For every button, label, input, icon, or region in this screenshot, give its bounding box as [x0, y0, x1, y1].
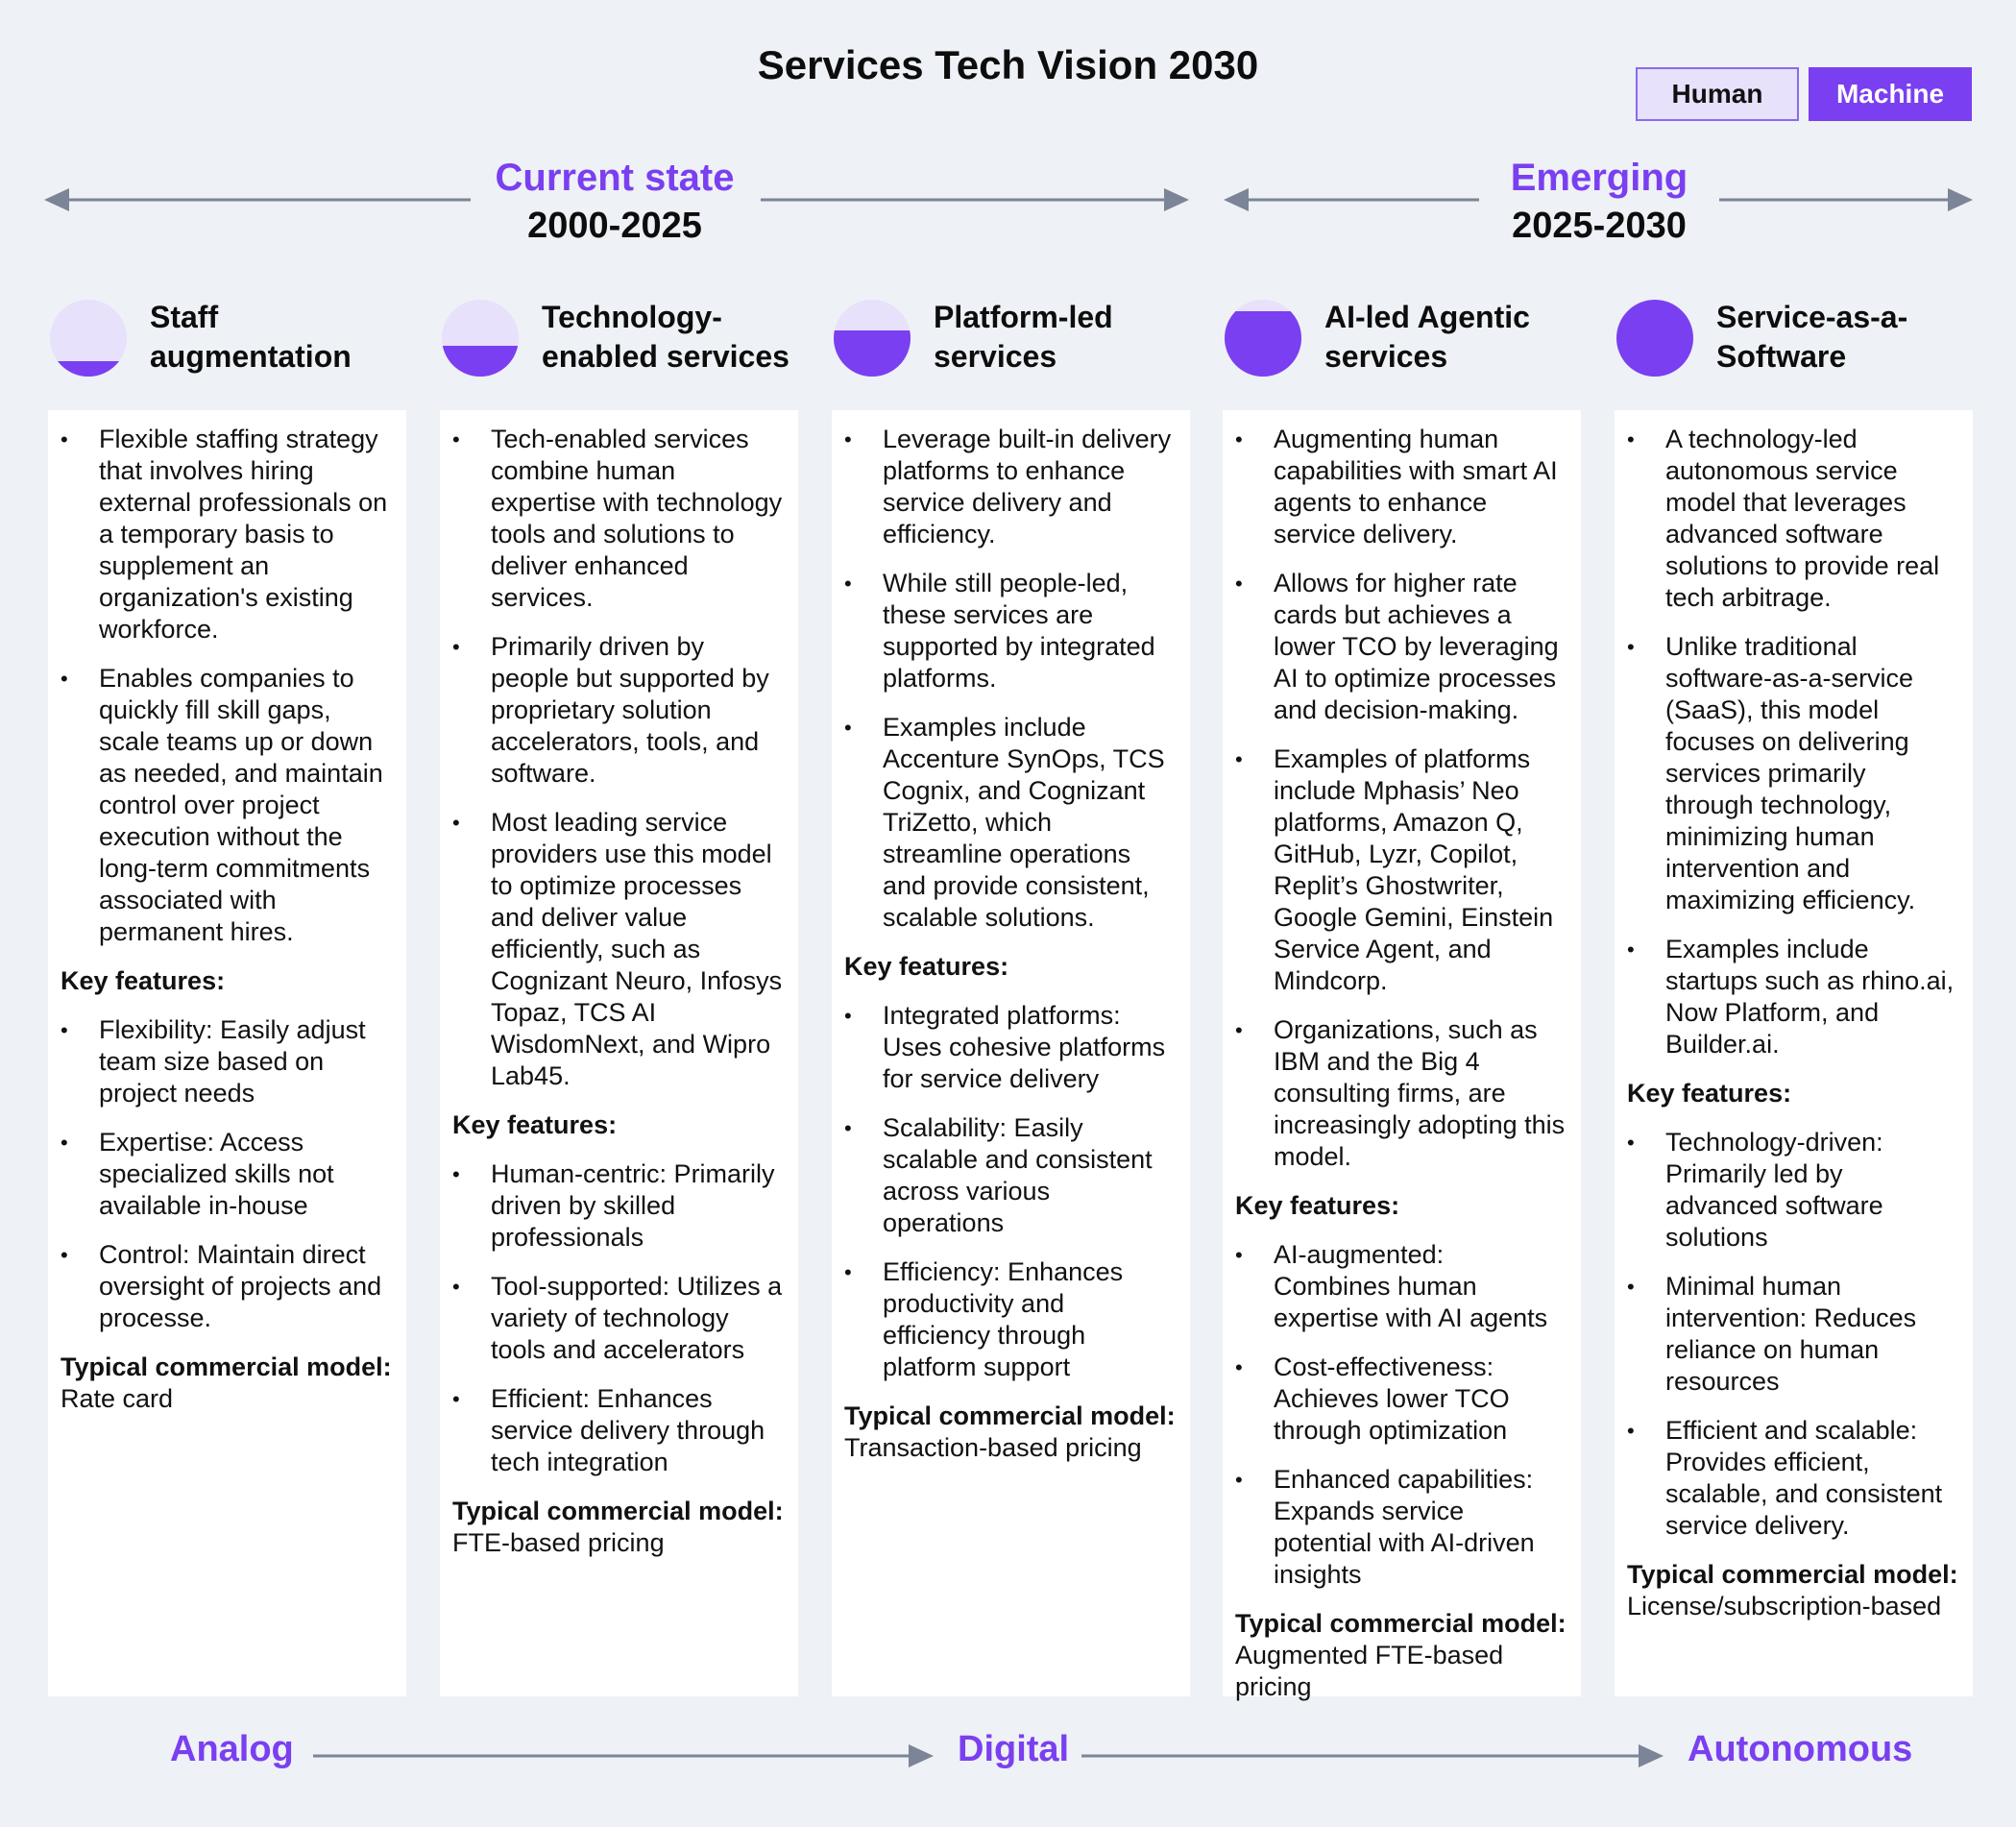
- commercial-model-value: FTE-based pricing: [452, 1528, 665, 1557]
- human-machine-gauge-icon: [48, 298, 129, 378]
- feature-item: • Efficient: Enhances service delivery through tech integration: [452, 1383, 785, 1478]
- list-item: • Tech-enabled services combine human expertise with technology tools and solutions to deliver enhanced services.: [452, 424, 785, 614]
- commercial-model-value: Augmented FTE-based pricing: [1235, 1641, 1504, 1701]
- feature-item: • AI-augmented: Combines human expertise with AI agents: [1235, 1239, 1567, 1334]
- legend-machine: Machine: [1809, 67, 1972, 121]
- feature-item: • Scalability: Easily scalable and consistent across various operations: [844, 1112, 1177, 1239]
- human-machine-gauge-icon: [1615, 298, 1695, 378]
- stage-analog: Analog: [170, 1729, 294, 1769]
- human-machine-gauge-icon: [832, 298, 912, 378]
- card-platform-led-services: [832, 410, 1190, 1696]
- list-item: • Augmenting human capabilities with smart AI agents to enhance service delivery.: [1235, 424, 1567, 550]
- commercial-model-label: Typical commercial model:: [1627, 1560, 1958, 1589]
- feature-item: • Enhanced capabilities: Expands service potential with AI-driven insights: [1235, 1464, 1567, 1591]
- feature-item: • Control: Maintain direct oversight of projects and processe.: [61, 1239, 393, 1334]
- list-item: • Most leading service providers use this model to optimize processes and deliver value efficiently, such as Cognizant Neuro, Infosys Topaz, TCS AI WisdomNext, and Wipro Lab45.: [452, 807, 785, 1092]
- list-item: • Flexible staffing strategy that involves hiring external professionals on a temporary basis to supplement an organization's existing workforce.: [61, 424, 393, 646]
- feature-item: • Tool-supported: Utilizes a variety of technology tools and accelerators: [452, 1271, 785, 1366]
- era-current: [471, 154, 759, 250]
- key-features-label: Key features:: [844, 952, 1009, 981]
- feature-item: • Integrated platforms: Uses cohesive platforms for service delivery: [844, 1000, 1177, 1095]
- stage-arrow-digital-autonomous: [1081, 1739, 1667, 1773]
- list-item: • Enables companies to quickly fill skill gaps, scale teams up or down as needed, and maintain control over project execution without the long-term commitments associated with permanent hires.: [61, 663, 393, 948]
- feature-item: • Cost-effectiveness: Achieves lower TCO through optimization: [1235, 1352, 1567, 1447]
- feature-item: • Efficient and scalable: Provides efficient, scalable, and consistent service delivery.: [1627, 1415, 1959, 1542]
- column-header-ai-led-agentic-services: [1223, 298, 1581, 384]
- stage-arrow-analog-digital: [313, 1739, 937, 1773]
- list-item: • Organizations, such as IBM and the Big 4 consulting firms, are increasingly adopting this model.: [1235, 1014, 1567, 1173]
- era-emerging: [1479, 154, 1719, 250]
- column-header-technology-enabled-services: [440, 298, 798, 384]
- commercial-model-value: Rate card: [61, 1384, 174, 1413]
- column-title: Staff augmentation: [150, 300, 352, 374]
- commercial-model-label: Typical commercial model:: [61, 1352, 392, 1381]
- human-machine-gauge-icon: [440, 298, 521, 378]
- page-title: Services Tech Vision 2030: [757, 42, 1259, 87]
- card-ai-led-agentic-services: [1223, 410, 1581, 1701]
- list-item: • Primarily driven by people but supported by proprietary solution accelerators, tools, and software.: [452, 631, 785, 790]
- column-title: Technology- enabled services: [542, 300, 789, 374]
- stage-autonomous: Autonomous: [1688, 1729, 1913, 1769]
- feature-item: • Expertise: Access specialized skills not available in-house: [61, 1127, 393, 1222]
- era-emerging-years: 2025-2030: [1512, 206, 1687, 246]
- column-header-service-as-a-software: [1615, 298, 1973, 384]
- list-item: • Unlike traditional software-as-a-service (SaaS), this model focuses on delivering services primarily through technology, minimizing human intervention and maximizing efficiency.: [1627, 631, 1959, 916]
- stage-digital: Digital: [958, 1729, 1070, 1769]
- card-service-as-a-software: [1615, 410, 1973, 1696]
- column-title: Platform-led services: [934, 300, 1113, 374]
- list-item: • A technology-led autonomous service model that leverages advanced software solutions to provide real tech arbitrage.: [1627, 424, 1959, 614]
- column-title: Service-as-a- Software: [1716, 300, 1908, 374]
- list-item: • Allows for higher rate cards but achieves a lower TCO by leveraging AI to optimize processes and decision-making.: [1235, 568, 1567, 726]
- human-machine-gauge-icon: [1223, 298, 1303, 378]
- feature-item: • Minimal human intervention: Reduces reliance on human resources: [1627, 1271, 1959, 1398]
- legend-human: Human: [1636, 67, 1799, 121]
- list-item: • Leverage built-in delivery platforms to enhance service delivery and efficiency.: [844, 424, 1177, 550]
- feature-item: • Technology-driven: Primarily led by advanced software solutions: [1627, 1127, 1959, 1254]
- list-item: • While still people-led, these services are supported by integrated platforms.: [844, 568, 1177, 694]
- era-emerging-name: Emerging: [1510, 157, 1688, 199]
- list-item: • Examples include startups such as rhino.ai, Now Platform, and Builder.ai.: [1627, 934, 1959, 1060]
- list-item: • Examples include Accenture SynOps, TCS Cognix, and Cognizant TriZetto, which streamline operations and provide consistent, scalable solutions.: [844, 712, 1177, 934]
- card-technology-enabled-services: [440, 410, 798, 1696]
- key-features-label: Key features:: [1235, 1191, 1400, 1220]
- feature-item: • Flexibility: Easily adjust team size based on project needs: [61, 1014, 393, 1109]
- legend: [1636, 67, 1972, 121]
- key-features-label: Key features:: [61, 966, 226, 995]
- feature-item: • Efficiency: Enhances productivity and efficiency through platform support: [844, 1256, 1177, 1383]
- column-title: AI-led Agentic services: [1324, 300, 1530, 374]
- feature-item: • Human-centric: Primarily driven by skilled professionals: [452, 1158, 785, 1254]
- commercial-model-value: License/subscription-based: [1627, 1592, 1942, 1620]
- column-header-platform-led-services: [832, 298, 1190, 384]
- era-current-years: 2000-2025: [527, 206, 702, 246]
- commercial-model-label: Typical commercial model:: [844, 1401, 1176, 1430]
- key-features-label: Key features:: [452, 1110, 618, 1139]
- era-current-name: Current state: [495, 157, 735, 199]
- key-features-label: Key features:: [1627, 1079, 1792, 1108]
- list-item: • Examples of platforms include Mphasis’ Neo platforms, Amazon Q, GitHub, Lyzr, Copilot, Replit’s Ghostwriter, Google Gemini, Einstein Service Agent, and Mindcorp.: [1235, 743, 1567, 997]
- column-header-staff-augmentation: [48, 298, 406, 384]
- commercial-model-value: Transaction-based pricing: [844, 1433, 1142, 1462]
- commercial-model-label: Typical commercial model:: [452, 1497, 784, 1525]
- commercial-model-label: Typical commercial model:: [1235, 1609, 1567, 1638]
- card-staff-augmentation: [48, 410, 406, 1696]
